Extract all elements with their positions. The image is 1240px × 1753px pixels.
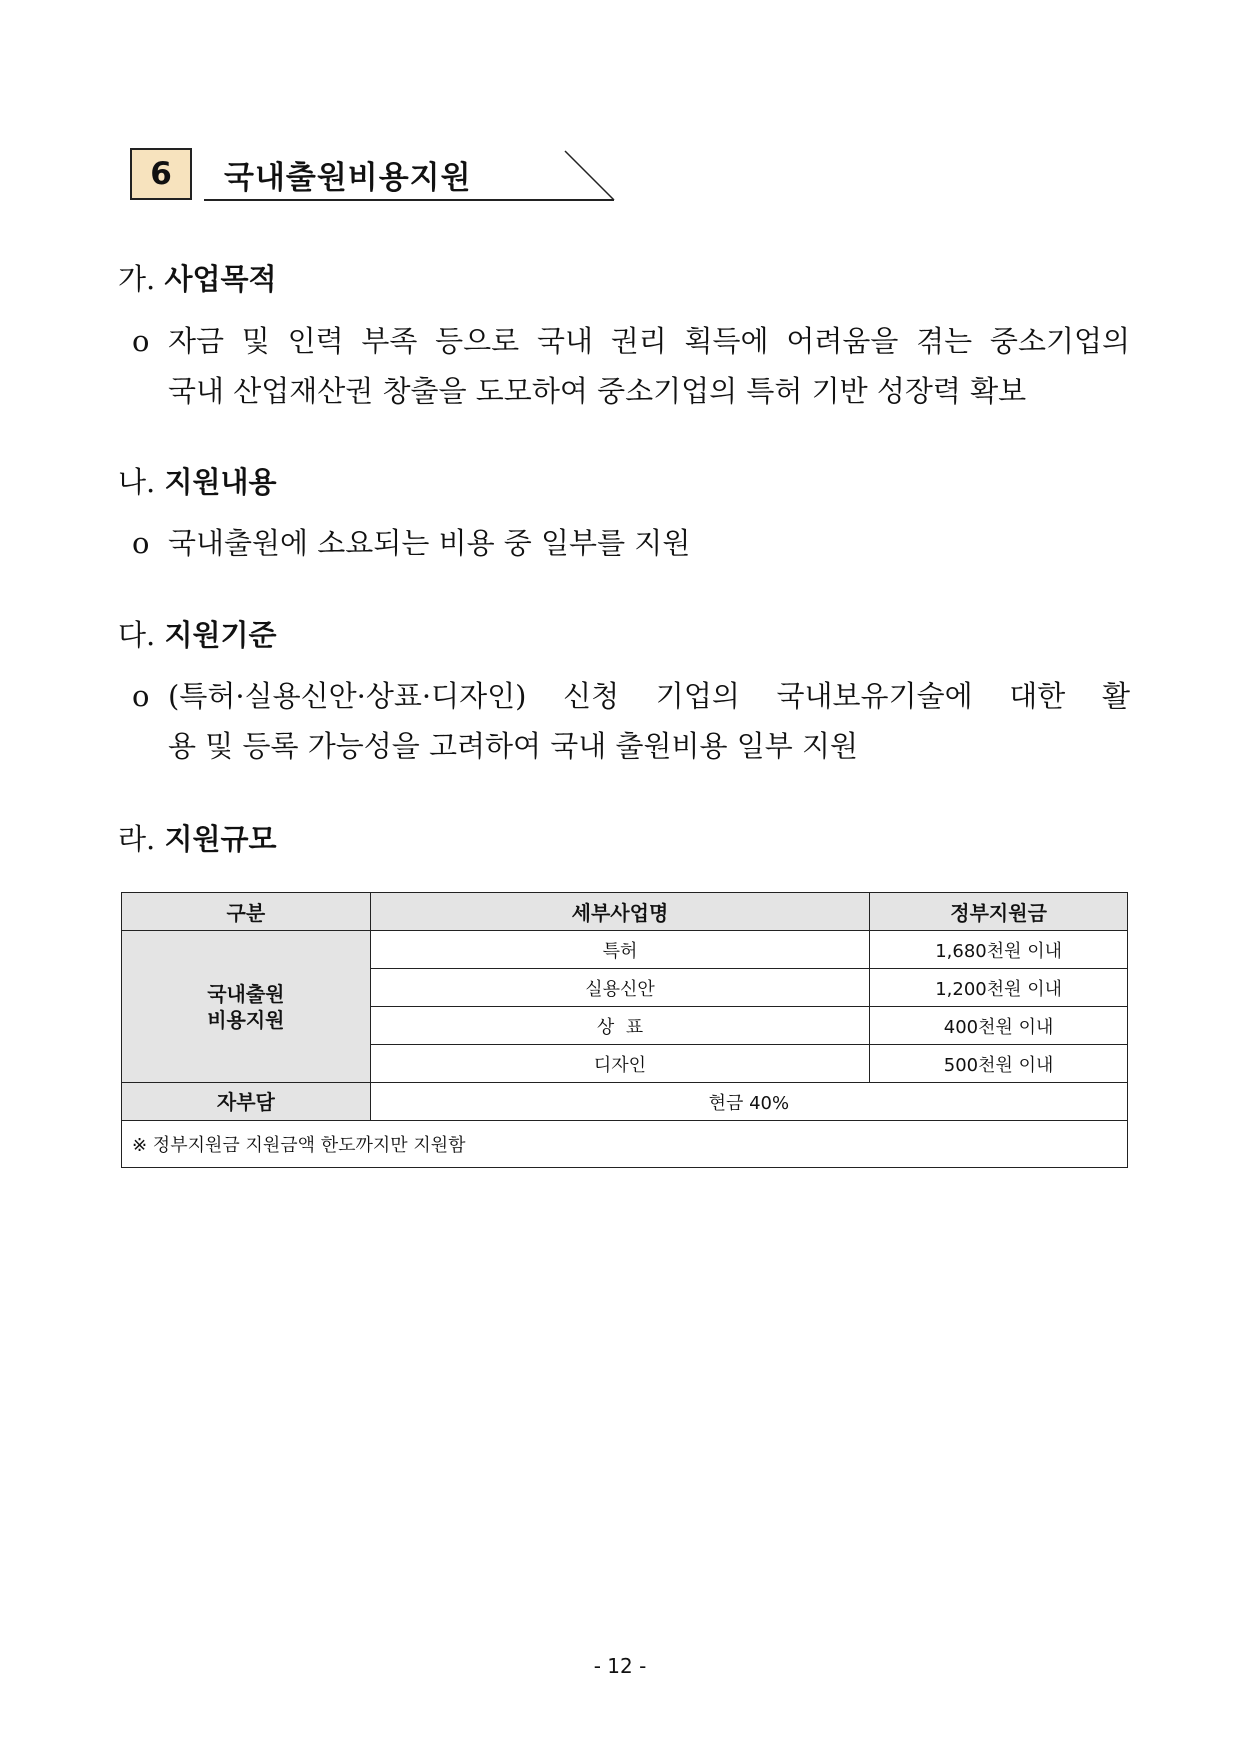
header-program: 세부사업명 xyxy=(370,893,869,931)
program-name-cell: 디자인 xyxy=(370,1045,869,1083)
bullet-marker: o xyxy=(132,324,150,358)
amount-cell: 500천원 이내 xyxy=(870,1045,1128,1083)
self-burden-value: 현금 40% xyxy=(370,1083,1127,1121)
purpose-paragraph: o 자금 및 인력 부족 등으로 국내 권리 획득에 어려움을 겪는 중소기업의 국내 산업재산권 창출을 도모하여 중소기업의 특허 기반 성장력 확보 xyxy=(132,316,1130,416)
self-burden-label: 자부담 xyxy=(122,1083,371,1121)
bullet-marker: o xyxy=(132,679,150,713)
table-header-row xyxy=(122,893,1128,931)
header-amount: 정부지원금 xyxy=(870,893,1128,931)
table-note: ※ 정부지원금 지원금액 한도까지만 지원함 xyxy=(122,1121,1128,1168)
heading-scale: 라. 지원규모 xyxy=(118,822,277,856)
program-name-cell: 특허 xyxy=(370,931,869,969)
section-number-box: 6 xyxy=(130,148,192,200)
heading-criteria: 다. 지원기준 xyxy=(118,618,277,652)
criteria-paragraph: o (특허·실용신안·상표·디자인) 신청 기업의 국내보유기술에 대한 활 용 및 등록 가능성을 고려하여 국내 출원비용 일부 지원 xyxy=(132,671,1130,771)
section-header xyxy=(130,148,616,208)
heading-purpose: 가. 사업목적 xyxy=(118,262,277,296)
page-number: - 12 - xyxy=(593,1654,647,1678)
content-paragraph: o 국내출원에 소요되는 비용 중 일부를 지원 xyxy=(132,518,1130,568)
self-burden-row xyxy=(122,1083,1128,1121)
amount-cell: 1,680천원 이내 xyxy=(870,931,1128,969)
table-row xyxy=(122,931,1128,969)
category-cell: 국내출원 비용지원 xyxy=(122,931,371,1083)
heading-content: 나. 지원내용 xyxy=(118,465,277,499)
amount-cell: 400천원 이내 xyxy=(870,1007,1128,1045)
amount-cell: 1,200천원 이내 xyxy=(870,969,1128,1007)
note-row xyxy=(122,1121,1128,1168)
program-name-cell: 상 표 xyxy=(370,1007,869,1045)
program-name-cell: 실용신안 xyxy=(370,969,869,1007)
section-title: 국내출원비용지원 xyxy=(224,160,472,196)
header-category: 구분 xyxy=(122,893,371,931)
support-scale-table xyxy=(121,892,1128,1168)
bullet-marker: o xyxy=(132,526,150,560)
